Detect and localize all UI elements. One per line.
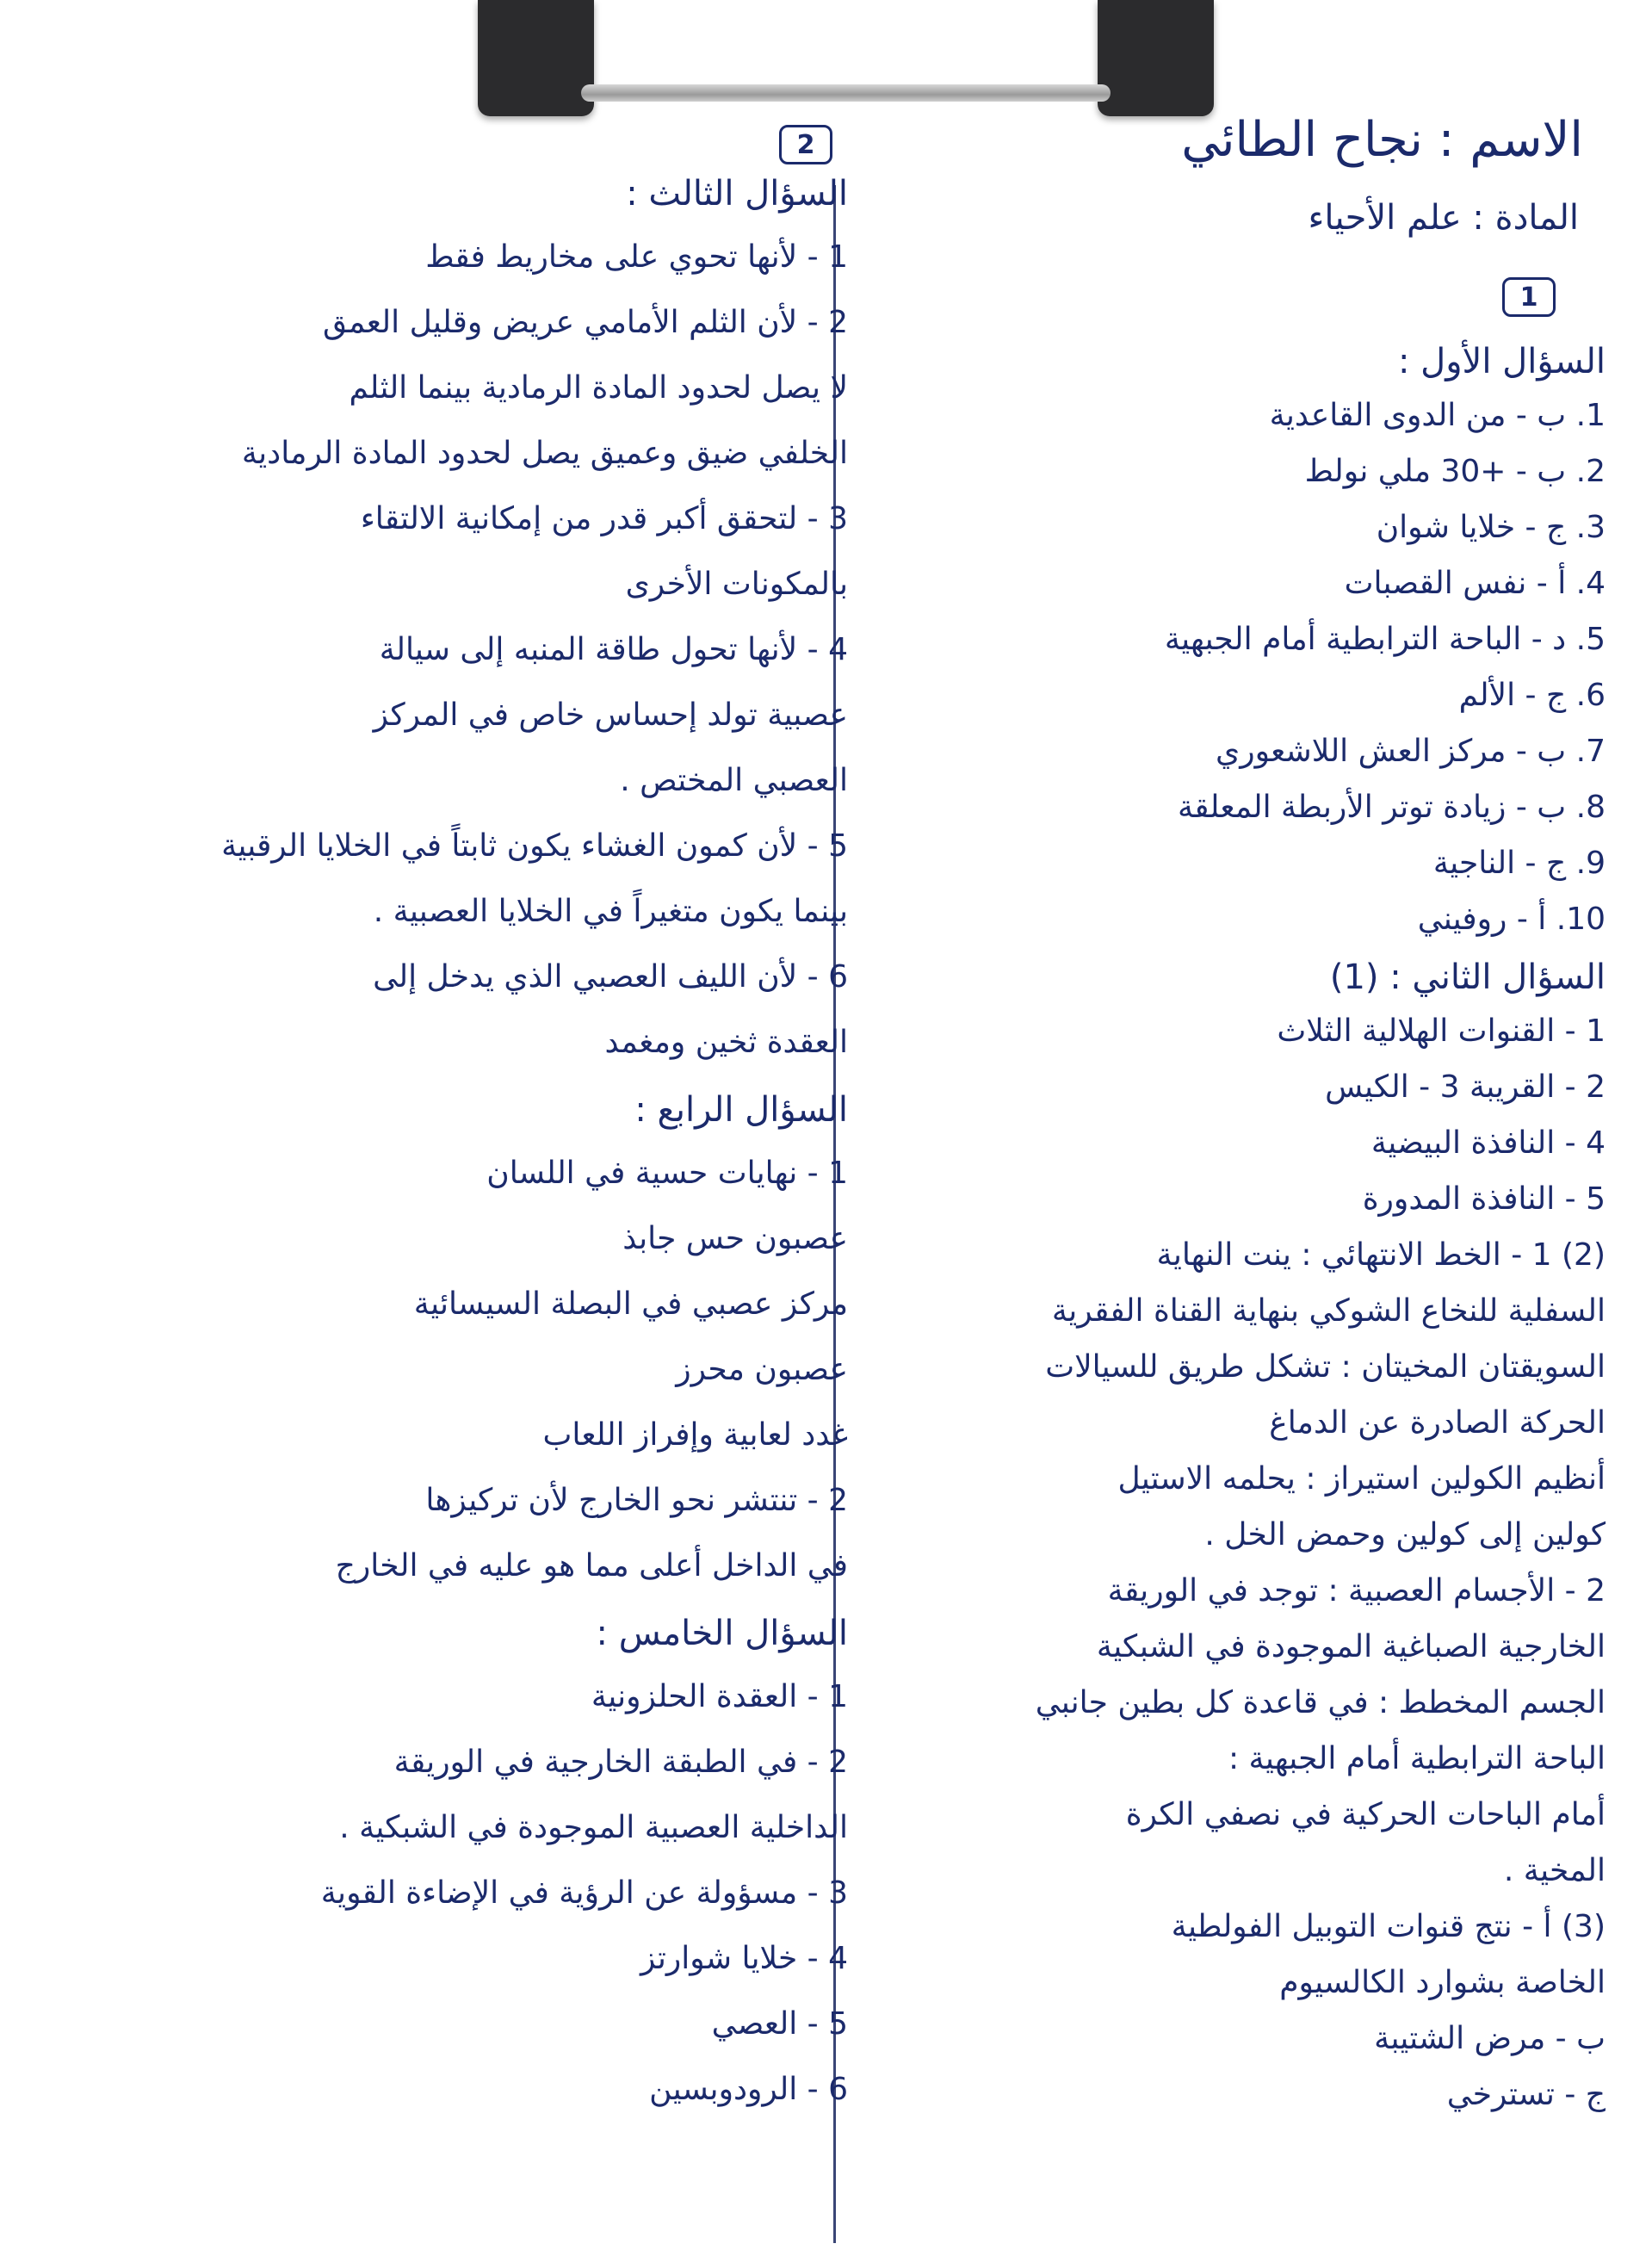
answer-line: أنظيم الكولين استيراز : يحلمه الاستيل [1117,1461,1606,1497]
answer-line: 4 - خلايا شوارتز [640,1941,848,1976]
answer-line: الخارجية الصباغية الموجودة في الشبكية [1096,1629,1606,1664]
answer-line: أمام الباحات الحركية في نصفي الكرة [1125,1797,1606,1832]
answer-line: الداخلية العصبية الموجودة في الشبكية . [339,1810,848,1845]
answer-line: 3 - مسؤولة عن الرؤية في الإضاءة القوية [320,1875,848,1911]
answer-line: 1 - القنوات الهلالية الثلاث [1277,1013,1606,1049]
clip-right-jaw [1098,0,1214,116]
answer-line: المخية . [1503,1853,1606,1888]
subject-label: المادة : علم الأحياء [1308,198,1579,238]
answer-line: (3) أ - نتج قنوات التوبيل الفولطية [1171,1909,1606,1944]
answer-line: ج - تسترخي [1446,2077,1606,2112]
answer-line: 10. أ - روفيني [1417,902,1606,937]
answer-line: (2) 1 - الخط الانتهائي : ينت النهاية [1156,1237,1606,1273]
answer-line: 6 - الرودوبسين [649,2072,848,2107]
answer-line: 7. ب - مركز العش اللاشعوري [1216,734,1606,769]
answer-line: 5 - العصي [711,2006,848,2042]
answer-line: 1 - نهايات حسية في اللسان [486,1156,848,1191]
answer-line: 1 - لأنها تحوي على مخاريط فقط [425,239,848,275]
answer-line: 4 - النافذة البيضية [1370,1125,1606,1161]
answer-line: ب - مرض الشتيبة [1374,2021,1606,2056]
section-heading: السؤال الرابع : [634,1090,848,1130]
section-heading: السؤال الثالث : [626,174,848,214]
page-number-left: 2 [779,125,832,164]
answer-line: 3 - لتحقق أكبر قدر من إمكانية الالتقاء [360,501,848,536]
student-name: الاسم : نجاح الطائي [1181,112,1583,168]
answer-line: 2 - القريبة 3 - الكيس [1325,1069,1606,1105]
page-number-right: 1 [1502,277,1556,317]
answer-line: 5 - النافذة المدورة [1362,1181,1606,1217]
answer-line: السفلية للنخاع الشوكي بنهاية القناة الفقرية [1051,1293,1606,1329]
answer-line: 2 - تنتشر نحو الخارج لأن تركيزها [425,1483,848,1518]
answer-line: 3. ج - خلايا شوان [1376,510,1606,545]
answer-line: 2 - لأن الثلم الأمامي عريض وقليل العمق [322,305,848,340]
answer-line: 1. ب - من الدوى القاعدية [1269,398,1606,433]
clipboard-clip [478,0,1214,121]
answer-line: 2 - الأجسام العصبية : توجد في الوريقة [1107,1573,1606,1608]
answer-line: عصبية تولد إحساس خاص في المركز [373,697,848,733]
answer-line: عصبون حس جابذ [622,1221,848,1256]
answer-line: كولين إلى كولين وحمض الخل . [1204,1517,1606,1553]
answer-line: بينما يكون متغيراً في الخلايا العصبية . [373,894,848,929]
answer-line: الباحة الترابطية أمام الجبهية : [1228,1741,1606,1776]
left-column [9,174,848,2107]
answer-line: الخلفي ضيق وعميق يصل لحدود المادة الرمادية [241,436,848,471]
answer-line: 2. ب - +30 ملي نولط [1304,454,1606,489]
answer-line: 5. د - الباحة الترابطية أمام الجبهية [1164,622,1606,657]
clip-left-jaw [478,0,594,116]
answer-line: 6 - لأن الليف العصبي الذي يدخل إلى [373,959,848,995]
answer-line: بالمكونات الأخرى [625,567,848,602]
answer-line: 4 - لأنها تحول طاقة المنبه إلى سيالة [379,632,848,667]
answer-line: الحركة الصادرة عن الدماغ [1269,1405,1606,1441]
answer-line: 6. ج - الألم [1458,678,1606,713]
answer-line: العصبي المختص . [620,763,848,798]
answer-line: 2 - في الطبقة الخارجية في الوريقة [393,1745,848,1780]
answer-line: العقدة ثخين ومغمد [604,1025,848,1060]
answer-line: الجسم المخطط : في قاعدة كل بطين جانبي [1035,1685,1606,1720]
answer-line: السويقتان المخيتان : تشكل طريق للسيالات [1045,1349,1606,1385]
answer-line: في الداخل أعلى مما هو عليه في الخارج [335,1548,848,1584]
answer-line: 1 - العقدة الحلزونية [591,1679,848,1714]
section-heading: السؤال الأول : [1397,342,1606,381]
section-heading: السؤال الخامس : [596,1614,848,1653]
answer-line: 5 - لأن كمون الغشاء يكون ثابتاً في الخلايا الرقبية [221,828,848,864]
answer-line: الخاصة بشوارد الكالسيوم [1279,1965,1606,2000]
answer-line: 4. أ - نفس القصبات [1344,566,1606,601]
answer-line: 9. ج - الناجية [1432,846,1606,881]
answer-line: غدد لعابية وإفراز اللعاب [542,1417,848,1453]
clip-wire [581,84,1111,102]
answer-line: مركز عصبي في البصلة السيسائية [413,1286,848,1322]
answer-line: 8. ب - زيادة توتر الأربطة المعلقة [1177,790,1606,825]
answer-line: لا يصل لحدود المادة الرمادية بينما الثلم [349,370,848,406]
section-heading: السؤال الثاني : (1) [1329,958,1606,997]
right-column [848,344,1606,2153]
answer-line: عصبون محرز [676,1352,848,1387]
